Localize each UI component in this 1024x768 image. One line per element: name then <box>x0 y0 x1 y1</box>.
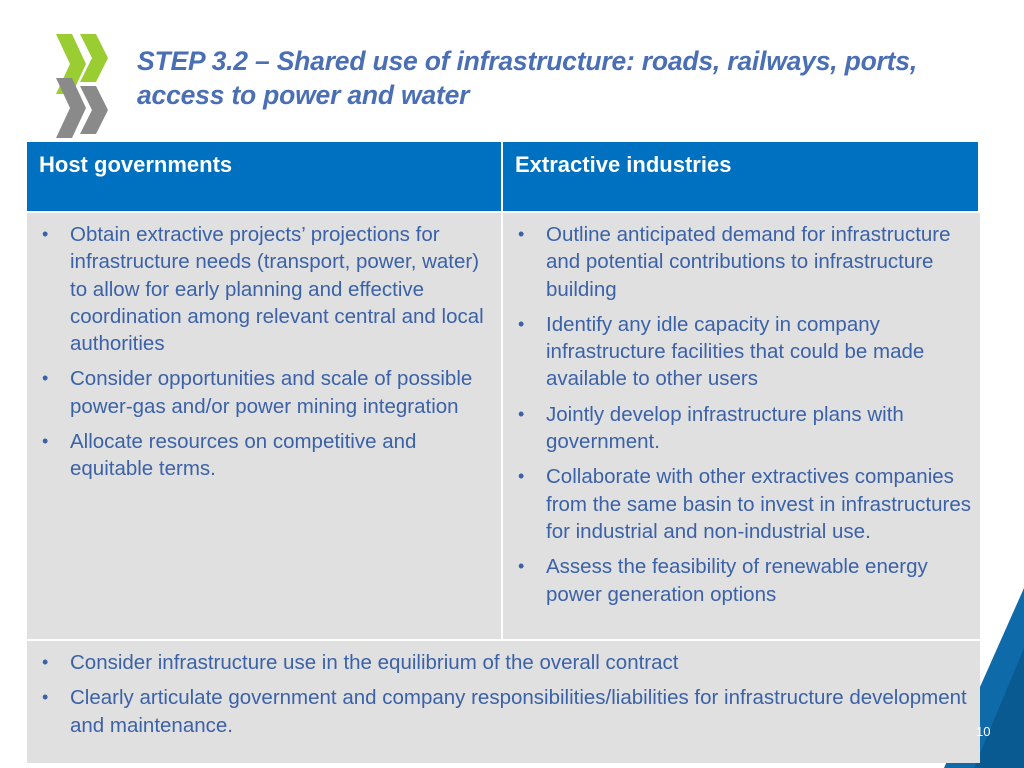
cell-host-governments <box>27 213 503 641</box>
list-item: • Jointly develop infrastructure plans with government. <box>518 402 904 454</box>
list-item: • Clearly articulate government and company responsibilities/liabilities for infrastructure development and maintenance. <box>42 686 967 737</box>
list-item: • Allocate resources on competitive and equitable terms. <box>42 430 417 481</box>
list-item: • Obtain extractive projects’ projections for infrastructure needs (transport, power, water) to allow for early planning and effective coordination among relevant central and local authorities <box>42 223 484 356</box>
list-item-text: Consider infrastructure use in the equilibrium of the overall contract <box>70 651 679 674</box>
list-item-text: Consider opportunities and scale of possible power-gas and/or power mining integration <box>70 367 473 418</box>
page-number: 10 <box>976 724 991 739</box>
list-item-text: Identify any idle capacity in company infrastructure facilities that could be made available to other users <box>546 312 925 391</box>
list-item-text: Obtain extractive projects’ projections for infrastructure needs (transport, power, water) to allow for early planning and effective coordination among relevant central and local authorities <box>70 223 484 356</box>
list-item-text: Clearly articulate government and company responsibilities/liabilities for infrastructure development and maintenance. <box>70 686 967 737</box>
list-item: • Outline anticipated demand for infrastructure and potential contributions to infrastructure building <box>518 223 951 301</box>
list-item: • Consider opportunities and scale of possible power-gas and/or power mining integration <box>42 367 473 418</box>
list-item: • Identify any idle capacity in company infrastructure facilities that could be made available to other users <box>518 312 925 391</box>
comparison-table <box>27 142 980 763</box>
header-host-governments: Host governments <box>27 142 503 213</box>
cell-shared <box>27 641 980 763</box>
list-item: • Collaborate with other extractives companies from the same basin to invest in infrastructures for industrial and non-industrial use. <box>518 465 971 543</box>
list-item-text: Outline anticipated demand for infrastructure and potential contributions to infrastructure building <box>546 223 951 301</box>
header-extractive-industries: Extractive industries <box>503 142 980 213</box>
list-item-text: Assess the feasibility of renewable energy power generation options <box>546 555 928 606</box>
list-item-text: Allocate resources on competitive and equitable terms. <box>70 430 417 481</box>
logo-chevrons-icon <box>50 30 114 140</box>
list-item-text: Jointly develop infrastructure plans with government. <box>546 402 904 454</box>
page-title: STEP 3.2 – Shared use of infrastructure: roads, railways, ports, access to power and water <box>137 46 918 110</box>
list-item: • Assess the feasibility of renewable energy power generation options <box>518 555 928 606</box>
list-item: • Consider infrastructure use in the equilibrium of the overall contract <box>42 651 679 674</box>
list-item-text: Collaborate with other extractives companies from the same basin to invest in infrastructures for industrial and non-industrial use. <box>546 465 971 543</box>
cell-extractive-industries <box>503 213 980 641</box>
